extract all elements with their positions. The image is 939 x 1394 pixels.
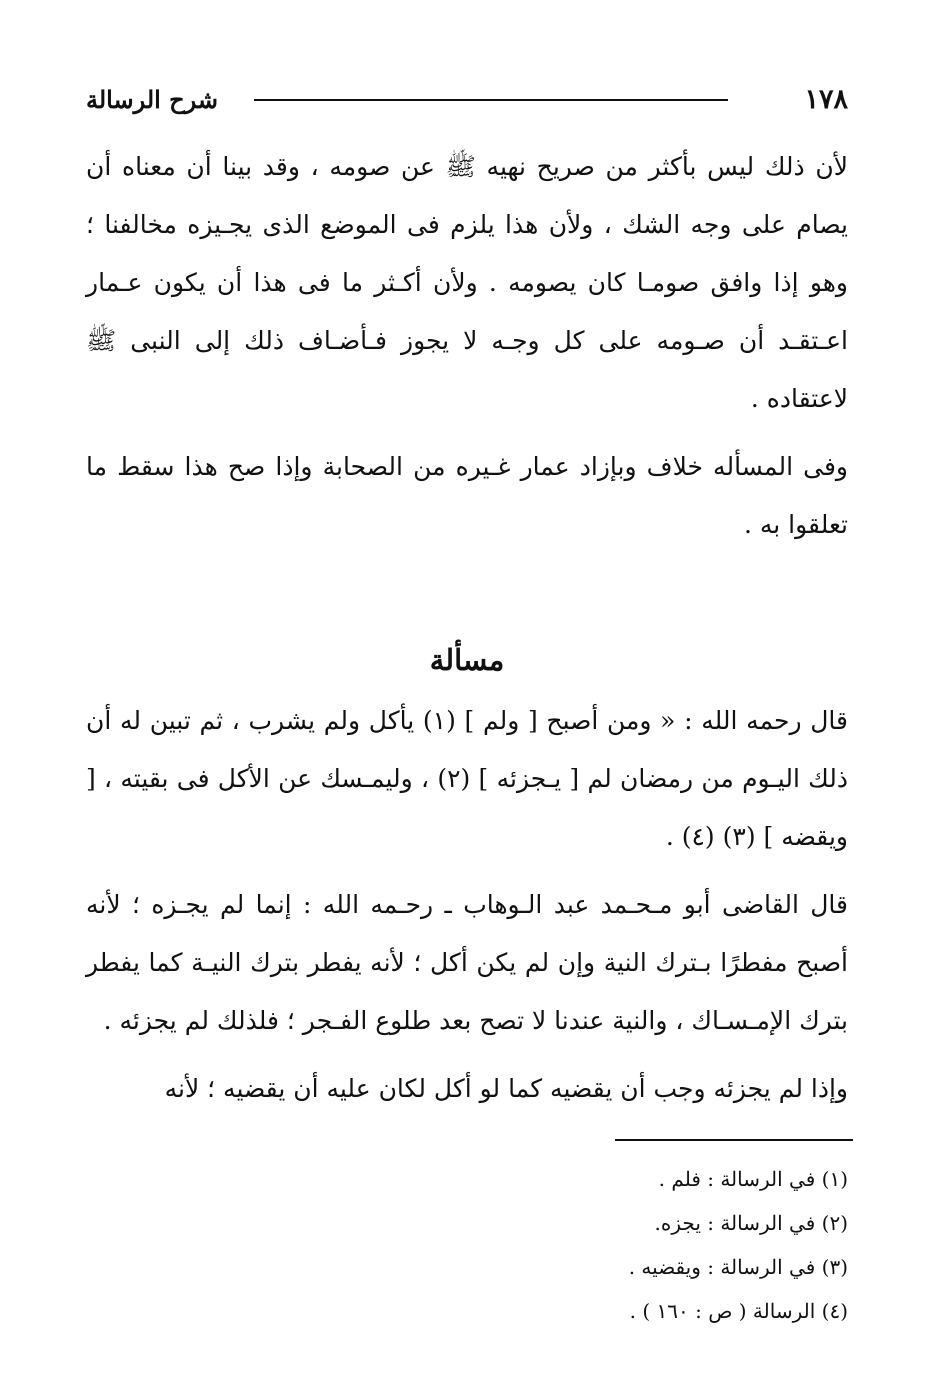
paragraph-2: وفى المسأله خلاف وبإزاد عمار غـيره من الصحابة وإذا صح هذا سقط ما تعلقوا به . [86, 452, 848, 539]
main-text [86, 138, 848, 1118]
footnote-3: (٣) في الرسالة : ويقضيه . [628, 1255, 848, 1279]
footnote-1: (١) في الرسالة : فلم . [658, 1167, 848, 1191]
page-number: ١٧٨ [804, 84, 848, 115]
paragraph-5: وإذا لم يجزئه وجب أن يقضيه كما لو أكل لكان عليه أن يقضيه ؛ لأنه [164, 1074, 848, 1103]
footnotes [308, 1157, 848, 1333]
running-title: شرح الرسالة [86, 85, 219, 114]
section-heading: مسألة [429, 643, 505, 677]
paragraph-4: قال القاضى أبو مـحـمد عبد الـوهاب ـ رحـمه الله : إنما لم يجـزه ؛ لأنه أصبح مفطرًا بـترك النية وإن لم يكن أكل ؛ لأنه يفطر بترك النيـة كما يفطر بترك الإمـسـاك ، والنية عندنا لا تصح بعد طلوع الفـجر ؛ فلذلك لم يجزئه . [86, 890, 848, 1035]
paragraph-1: لأن ذلك ليس بأكثر من صريح نهيه ﷺ عن صومه ، وقد بينا أن معناه أن يصام على وجه الشك ، ولأن هذا يلزم فى الموضع الذى يجـيزه مخالفنا ؛ وهو إذا وافق صومـا كان يصومه . ولأن أكـثر ما فى هذا أن يكون عـمار اعـتقـد أن صـومه على كل وجـه لا يجوز فـأضـاف ذلك إلى النبى ﷺ لاعتقاده . [86, 152, 848, 413]
footnote-4: (٤) الرسالة ( ص : ١٦٠ ) . [629, 1299, 848, 1323]
header-rule [254, 99, 728, 101]
footnote-separator [615, 1139, 853, 1141]
paragraph-3: قال رحمه الله : « ومن أصبح [ ولم ] (١) يأكل ولم يشرب ، ثم تبين له أن ذلك اليـوم من رمضان لم [ يـجزئه ] (٢) ، وليمـسك عن الأكل فى بقيته ، [ ويقضه ] (٣) (٤) . [86, 706, 848, 851]
page-header [86, 82, 848, 122]
footnote-2: (٢) في الرسالة : يجزه. [654, 1211, 848, 1235]
